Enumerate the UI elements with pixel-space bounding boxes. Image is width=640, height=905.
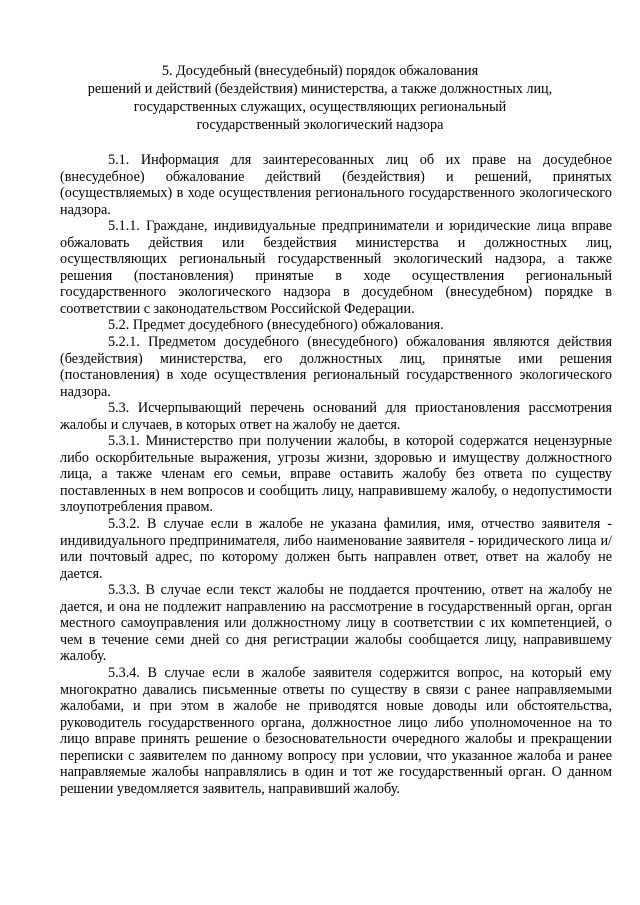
paragraph-5-2: 5.2. Предмет досудебного (внесудебного) обжалования. <box>108 317 444 334</box>
document-body <box>60 152 612 797</box>
heading-line: решений и действий (бездействия) министерства, а также должностных лиц, <box>87 81 553 97</box>
paragraph-5-3-4: 5.3.4. В случае если в жалобе заявителя содержится вопрос, на который ему многократно давались письменные ответы по существу в связи с ранее направляемыми жалобами, и при этом в жалобе не приводятся новые доводы или обстоятельства, руководитель государственного органа, должностное лицо либо уполномоченное на то лицо вправе принять решение о безосновательности очередного жалобы и прекращении переписки с заявителем по данному вопросу при условии, что указанное жалоба и ранее направляемые жалобы направлялись в один и тот же государственный орган. О данном решении уведомляется заявитель, направивший жалобу. <box>60 664 612 797</box>
heading-line: 5. Досудебный (внесудебный) порядок обжалования <box>161 63 479 79</box>
paragraph-5-1-1: 5.1.1. Граждане, индивидуальные предприниматели и юридические лица вправе обжаловать действия или бездействия министерства и должностных лиц, осуществляющих региональный государственный экологический надзора, а также решения (постановления) принятые в ходе осуществления региональный государственного экологического надзора в досудебном (внесудебном) порядке в соответствии с законодательством Российской Федерации. <box>60 218 612 317</box>
paragraph-5-3-2: 5.3.2. В случае если в жалобе не указана фамилия, имя, отчество заявителя - индивидуального предпринимателя, либо наименование заявителя - юридического лица и/или почтовый адрес, по которому должен быть направлен ответ, ответ на жалобу не дается. <box>60 516 612 582</box>
heading-line: государственных служащих, осуществляющих региональный <box>133 99 507 115</box>
heading-line: государственный экологический надзора <box>196 117 444 133</box>
paragraph-5-3: 5.3. Исчерпывающий перечень оснований для приостановления рассмотрения жалобы и случаев, в которых ответ на жалобу не дается. <box>60 400 612 433</box>
section-heading <box>60 62 580 134</box>
paragraph-5-3-3: 5.3.3. В случае если текст жалобы не поддается прочтению, ответ на жалобу не дается, и она не подлежит направлению на рассмотрение в государственный орган, орган местного самоуправления или должностному лицу в соответствии с их компетенцией, о чем в течение семи дней со дня регистрации жалобы сообщается лицу, направившему жалобу. <box>60 582 612 665</box>
paragraph-5-2-1: 5.2.1. Предметом досудебного (внесудебного) обжалования являются действия (бездействия) министерства, его должностных лиц, принятые ими решения (постановления) в ходе осуществления региональный государственного экологического надзора. <box>60 334 612 400</box>
paragraph-5-3-1: 5.3.1. Министерство при получении жалобы, в которой содержатся нецензурные либо оскорбительные выражения, угрозы жизни, здоровью и имуществу должностного лица, а также членам его семьи, вправе оставить жалобу без ответа по существу поставленных в нем вопросов и сообщить лицу, направившему жалобу, о недопустимости злоупотребления правом. <box>60 433 612 516</box>
paragraph-5-1: 5.1. Информация для заинтересованных лиц об их праве на досудебное (внесудебное) обжалование действий (бездействия) и решений, принятых (осуществляемых) в ходе осуществления регионального государственного экологического надзора. <box>60 152 612 218</box>
